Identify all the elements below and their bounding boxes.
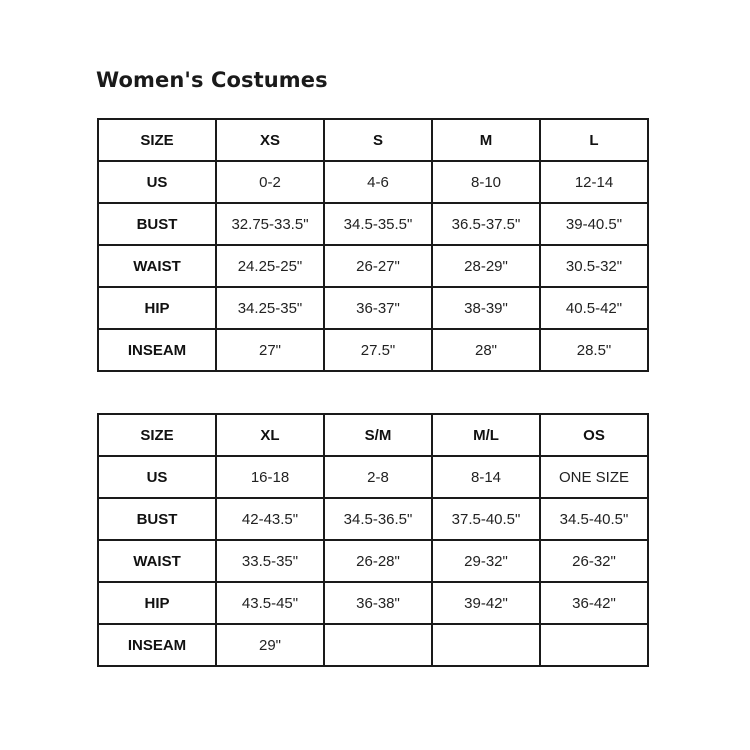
measurement-cell: 29" — [216, 624, 324, 666]
measurement-cell: 38-39" — [432, 287, 540, 329]
row-label-cell: INSEAM — [98, 624, 216, 666]
row-label-cell: WAIST — [98, 540, 216, 582]
measurement-cell: 34.5-36.5" — [324, 498, 432, 540]
size-header-cell: L — [540, 119, 648, 161]
measurement-cell: 37.5-40.5" — [432, 498, 540, 540]
table-header-row — [98, 414, 648, 456]
table-row — [98, 161, 648, 203]
page-title: Women's Costumes — [96, 68, 328, 92]
measurement-cell: 26-27" — [324, 245, 432, 287]
measurement-cell: 36-38" — [324, 582, 432, 624]
measurement-cell — [324, 624, 432, 666]
measurement-cell: 16-18 — [216, 456, 324, 498]
measurement-cell: 39-40.5" — [540, 203, 648, 245]
header-label-cell: SIZE — [98, 414, 216, 456]
measurement-cell: 32.75-33.5" — [216, 203, 324, 245]
measurement-cell: 34.5-40.5" — [540, 498, 648, 540]
measurement-cell: 36-42" — [540, 582, 648, 624]
table-row — [98, 245, 648, 287]
measurement-cell: 43.5-45" — [216, 582, 324, 624]
size-header-cell: OS — [540, 414, 648, 456]
row-label-cell: BUST — [98, 203, 216, 245]
table-row — [98, 329, 648, 371]
table-row — [98, 287, 648, 329]
measurement-cell: 28-29" — [432, 245, 540, 287]
table-row — [98, 203, 648, 245]
row-label-cell: HIP — [98, 582, 216, 624]
measurement-cell: 39-42" — [432, 582, 540, 624]
row-label-cell: US — [98, 456, 216, 498]
measurement-cell: 27.5" — [324, 329, 432, 371]
row-label-cell: WAIST — [98, 245, 216, 287]
measurement-cell: 12-14 — [540, 161, 648, 203]
measurement-cell — [432, 624, 540, 666]
measurement-cell: 0-2 — [216, 161, 324, 203]
measurement-cell: 42-43.5" — [216, 498, 324, 540]
table-row — [98, 498, 648, 540]
measurement-cell: 34.5-35.5" — [324, 203, 432, 245]
size-header-cell: S — [324, 119, 432, 161]
measurement-cell: 40.5-42" — [540, 287, 648, 329]
measurement-cell: 34.25-35" — [216, 287, 324, 329]
measurement-cell: 8-10 — [432, 161, 540, 203]
header-label-cell: SIZE — [98, 119, 216, 161]
measurement-cell: 24.25-25" — [216, 245, 324, 287]
measurement-cell: 4-6 — [324, 161, 432, 203]
measurement-cell: 29-32" — [432, 540, 540, 582]
size-header-cell: M/L — [432, 414, 540, 456]
size-chart-table — [97, 413, 649, 667]
measurement-cell — [540, 624, 648, 666]
row-label-cell: INSEAM — [98, 329, 216, 371]
table-header-row — [98, 119, 648, 161]
size-header-cell: S/M — [324, 414, 432, 456]
measurement-cell: 8-14 — [432, 456, 540, 498]
measurement-cell: ONE SIZE — [540, 456, 648, 498]
measurement-cell: 28.5" — [540, 329, 648, 371]
size-header-cell: M — [432, 119, 540, 161]
row-label-cell: BUST — [98, 498, 216, 540]
row-label-cell: HIP — [98, 287, 216, 329]
measurement-cell: 30.5-32" — [540, 245, 648, 287]
measurement-cell: 36.5-37.5" — [432, 203, 540, 245]
measurement-cell: 28" — [432, 329, 540, 371]
row-label-cell: US — [98, 161, 216, 203]
measurement-cell: 36-37" — [324, 287, 432, 329]
table-row — [98, 540, 648, 582]
table-row — [98, 624, 648, 666]
measurement-cell: 2-8 — [324, 456, 432, 498]
table-row — [98, 456, 648, 498]
size-header-cell: XL — [216, 414, 324, 456]
measurement-cell: 33.5-35" — [216, 540, 324, 582]
measurement-cell: 26-32" — [540, 540, 648, 582]
size-header-cell: XS — [216, 119, 324, 161]
measurement-cell: 27" — [216, 329, 324, 371]
size-chart-table — [97, 118, 649, 372]
measurement-cell: 26-28" — [324, 540, 432, 582]
table-row — [98, 582, 648, 624]
